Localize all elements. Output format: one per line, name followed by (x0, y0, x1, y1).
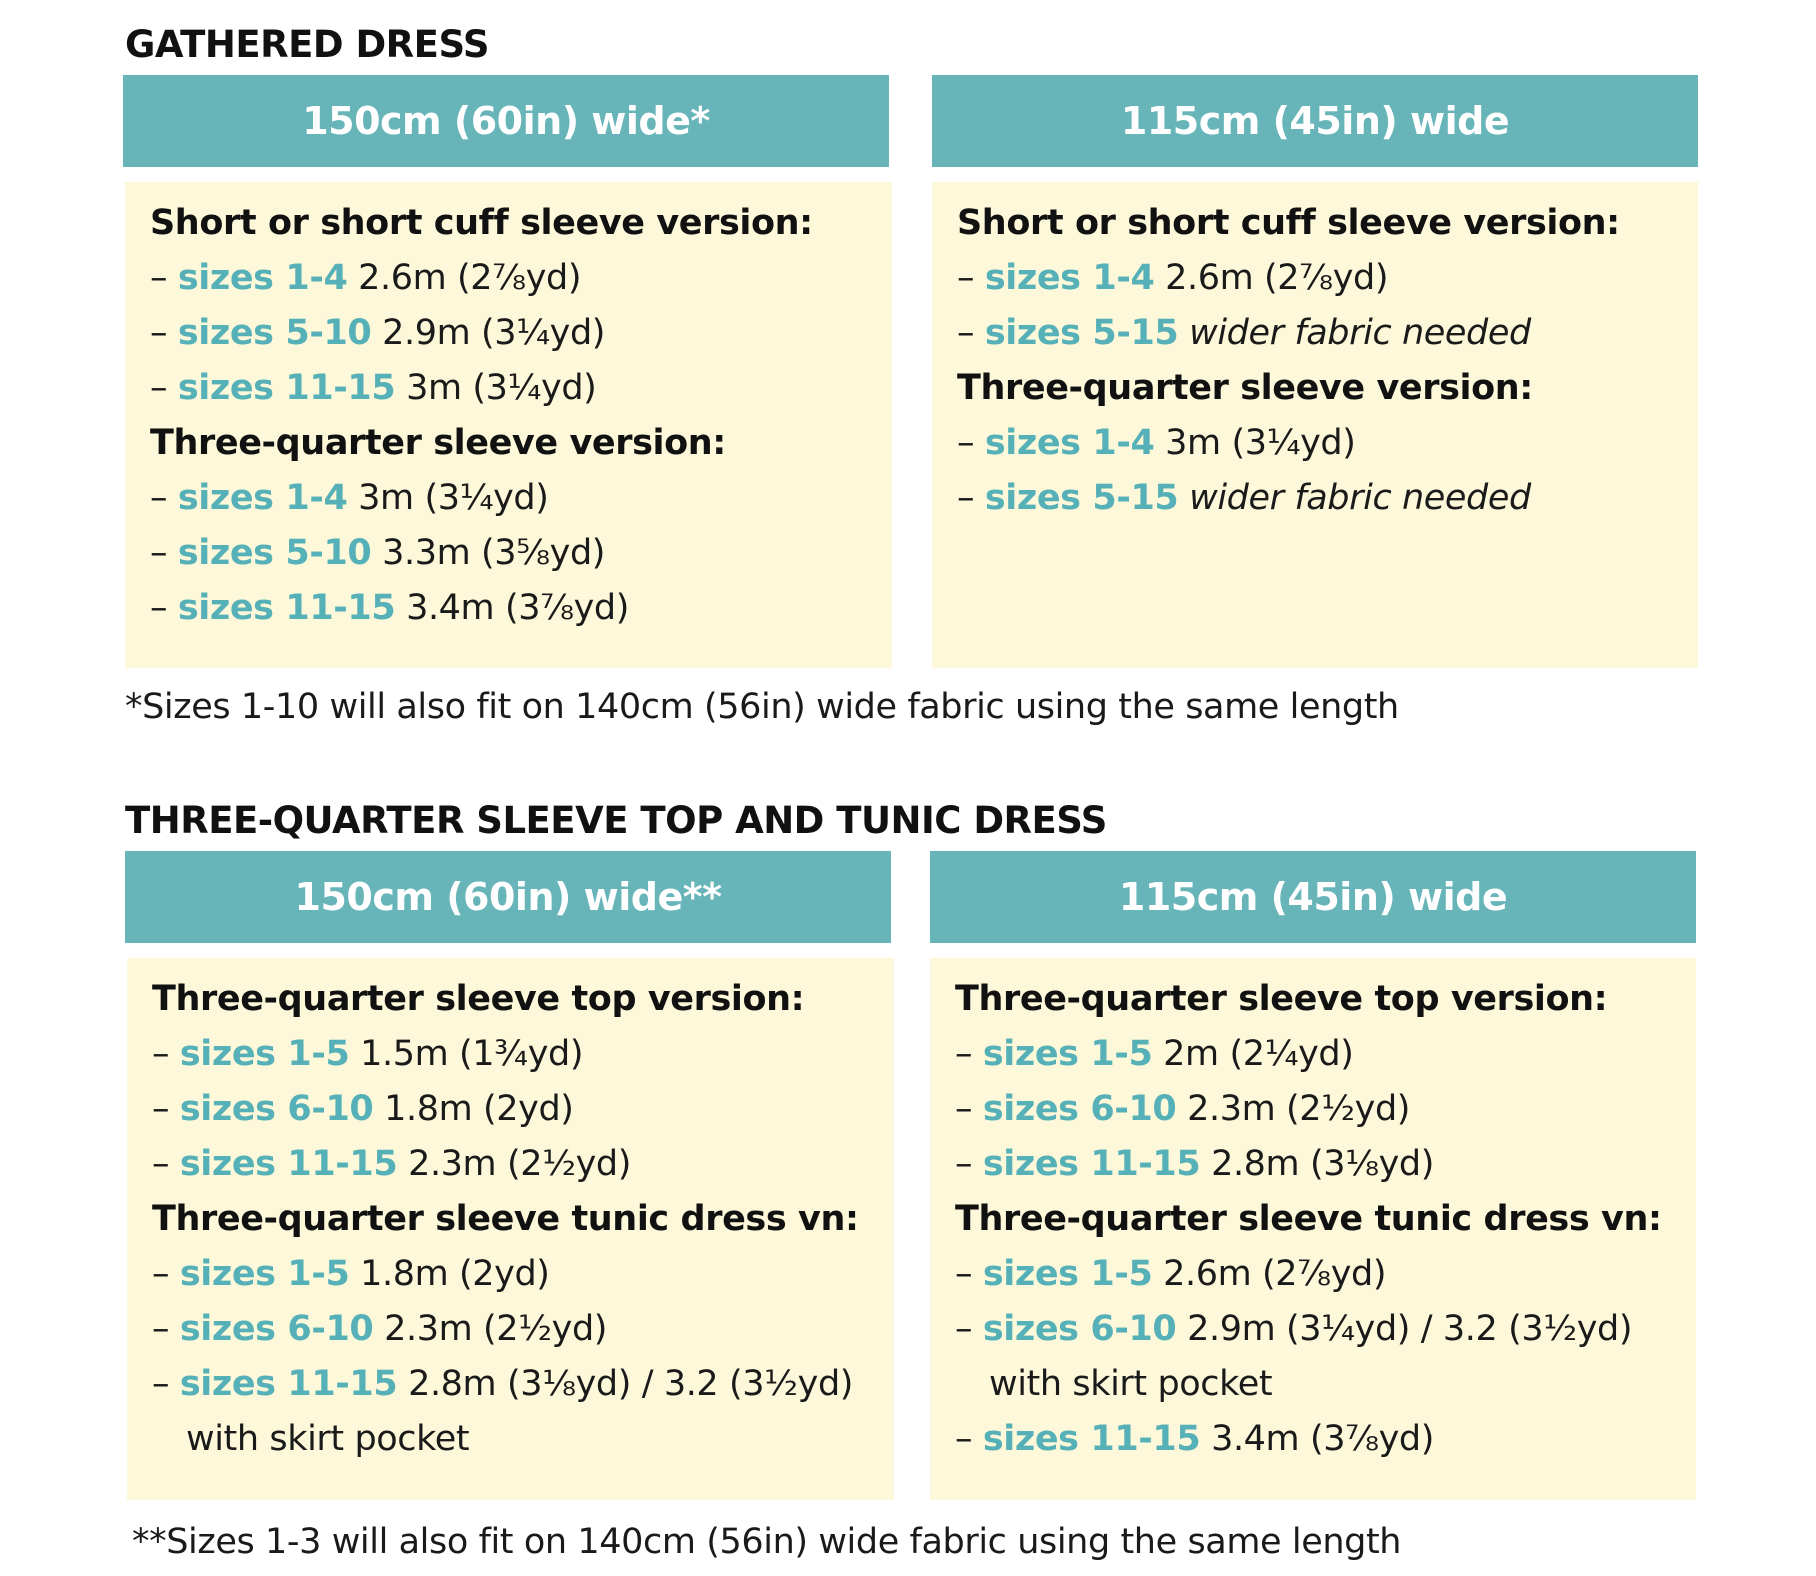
fabric-amount: 2.6m (2⅞yd) (1165, 258, 1389, 298)
fabric-amount: 3.4m (3⅞yd) (406, 588, 629, 628)
size-range: sizes 11-15 (982, 1144, 1201, 1184)
fabric-amount: 2.9m (3¼yd) (382, 313, 606, 353)
size-range: sizes 6-10 (179, 1309, 374, 1349)
size-range: sizes 1-4 (177, 258, 348, 298)
fabric-amount: 2.3m (2½yd) (1187, 1089, 1411, 1129)
size-range: sizes 1-5 (982, 1254, 1153, 1294)
size-item (152, 1302, 894, 1357)
dash: – (955, 1034, 973, 1074)
size-item (152, 1082, 894, 1137)
size-range: sizes 5-15 (984, 313, 1179, 353)
size-item (955, 1082, 1696, 1137)
size-item (957, 471, 1698, 526)
fabric-amount: 3m (3¼yd) (1165, 423, 1356, 463)
size-range: sizes 5-10 (177, 313, 372, 353)
fabric-amount: 2m (2¼yd) (1163, 1034, 1354, 1074)
yardage-panel (125, 182, 892, 668)
yardage-panel (930, 958, 1696, 1500)
size-item (152, 1027, 894, 1082)
dash: – (152, 1254, 170, 1294)
dash: – (957, 313, 975, 353)
size-range: sizes 5-10 (177, 533, 372, 573)
dash: – (955, 1144, 973, 1184)
fabric-amount: 1.8m (2yd) (360, 1254, 550, 1294)
version-heading: Three-quarter sleeve version: (150, 423, 726, 463)
dash: – (955, 1089, 973, 1129)
version-heading: Three-quarter sleeve top version: (152, 979, 805, 1019)
dash: – (955, 1309, 973, 1349)
size-item (150, 306, 892, 361)
size-range: sizes 1-5 (982, 1034, 1153, 1074)
dash: – (150, 368, 168, 408)
fabric-amount: 2.9m (3¼yd) / 3.2 (3½yd) (1187, 1309, 1633, 1349)
column-header-150cm: 150cm (60in) wide** (125, 851, 891, 943)
dash: – (955, 1419, 973, 1459)
version-heading: Short or short cuff sleeve version: (150, 203, 813, 243)
size-range: sizes 6-10 (179, 1089, 374, 1129)
size-range: sizes 5-15 (984, 478, 1179, 518)
fabric-amount: 2.3m (2½yd) (384, 1309, 608, 1349)
dash: – (957, 478, 975, 518)
dash: – (957, 258, 975, 298)
size-item (957, 251, 1698, 306)
size-item (957, 416, 1698, 471)
section-title-top-and-tunic: THREE-QUARTER SLEEVE TOP AND TUNIC DRESS (125, 799, 1107, 842)
size-item (955, 1302, 1696, 1357)
size-item (150, 361, 892, 416)
dash: – (955, 1254, 973, 1294)
version-heading: Three-quarter sleeve tunic dress vn: (955, 1199, 1662, 1239)
fabric-amount: 2.6m (2⅞yd) (1163, 1254, 1387, 1294)
fabric-amount: wider fabric needed (1189, 478, 1531, 518)
size-item (955, 1027, 1696, 1082)
size-range: sizes 11-15 (179, 1364, 398, 1404)
column-header-115cm: 115cm (45in) wide (930, 851, 1696, 943)
version-heading: Three-quarter sleeve version: (957, 368, 1533, 408)
size-item (152, 1357, 894, 1412)
size-item (957, 306, 1698, 361)
continuation-text: with skirt pocket (186, 1419, 470, 1459)
dash: – (150, 533, 168, 573)
fabric-amount: 3.3m (3⅝yd) (382, 533, 606, 573)
size-item (955, 1247, 1696, 1302)
dash: – (150, 313, 168, 353)
dash: – (150, 588, 168, 628)
size-item (152, 1247, 894, 1302)
fabric-amount: 1.8m (2yd) (384, 1089, 574, 1129)
size-item (152, 1137, 894, 1192)
size-range: sizes 1-4 (984, 258, 1155, 298)
fabric-amount: 2.8m (3⅛yd) / 3.2 (3½yd) (408, 1364, 854, 1404)
size-item (955, 1137, 1696, 1192)
fabric-amount: 3m (3¼yd) (406, 368, 597, 408)
footnote: **Sizes 1-3 will also fit on 140cm (56in) wide fabric using the same length (132, 1522, 1402, 1562)
size-range: sizes 6-10 (982, 1089, 1177, 1129)
yardage-panel (127, 958, 894, 1500)
dash: – (152, 1089, 170, 1129)
size-range: sizes 6-10 (982, 1309, 1177, 1349)
version-heading: Three-quarter sleeve tunic dress vn: (152, 1199, 859, 1239)
fabric-amount: 3m (3¼yd) (358, 478, 549, 518)
size-range: sizes 1-5 (179, 1254, 350, 1294)
footnote: *Sizes 1-10 will also fit on 140cm (56in) wide fabric using the same length (125, 687, 1399, 727)
dash: – (152, 1144, 170, 1184)
size-item (150, 526, 892, 581)
size-item (955, 1412, 1696, 1467)
dash: – (957, 423, 975, 463)
size-range: sizes 11-15 (179, 1144, 398, 1184)
dash: – (152, 1364, 170, 1404)
dash: – (152, 1309, 170, 1349)
dash: – (152, 1034, 170, 1074)
fabric-amount: 3.4m (3⅞yd) (1211, 1419, 1434, 1459)
size-range: sizes 11-15 (177, 588, 396, 628)
size-range: sizes 11-15 (982, 1419, 1201, 1459)
fabric-amount: 1.5m (1¾yd) (360, 1034, 584, 1074)
dash: – (150, 478, 168, 518)
version-heading: Short or short cuff sleeve version: (957, 203, 1620, 243)
fabric-amount: 2.3m (2½yd) (408, 1144, 631, 1184)
column-header-115cm: 115cm (45in) wide (932, 75, 1698, 167)
size-range: sizes 1-5 (179, 1034, 350, 1074)
continuation-text: with skirt pocket (989, 1364, 1273, 1404)
column-header-150cm: 150cm (60in) wide* (123, 75, 889, 167)
yardage-panel (932, 182, 1698, 668)
size-item (150, 471, 892, 526)
version-heading: Three-quarter sleeve top version: (955, 979, 1608, 1019)
size-item (150, 251, 892, 306)
size-range: sizes 11-15 (177, 368, 396, 408)
fabric-amount: 2.8m (3⅛yd) (1211, 1144, 1434, 1184)
size-range: sizes 1-4 (177, 478, 348, 518)
section-title-gathered-dress: GATHERED DRESS (125, 23, 490, 66)
dash: – (150, 258, 168, 298)
fabric-amount: 2.6m (2⅞yd) (358, 258, 582, 298)
size-range: sizes 1-4 (984, 423, 1155, 463)
size-item (150, 581, 892, 636)
fabric-amount: wider fabric needed (1189, 313, 1531, 353)
